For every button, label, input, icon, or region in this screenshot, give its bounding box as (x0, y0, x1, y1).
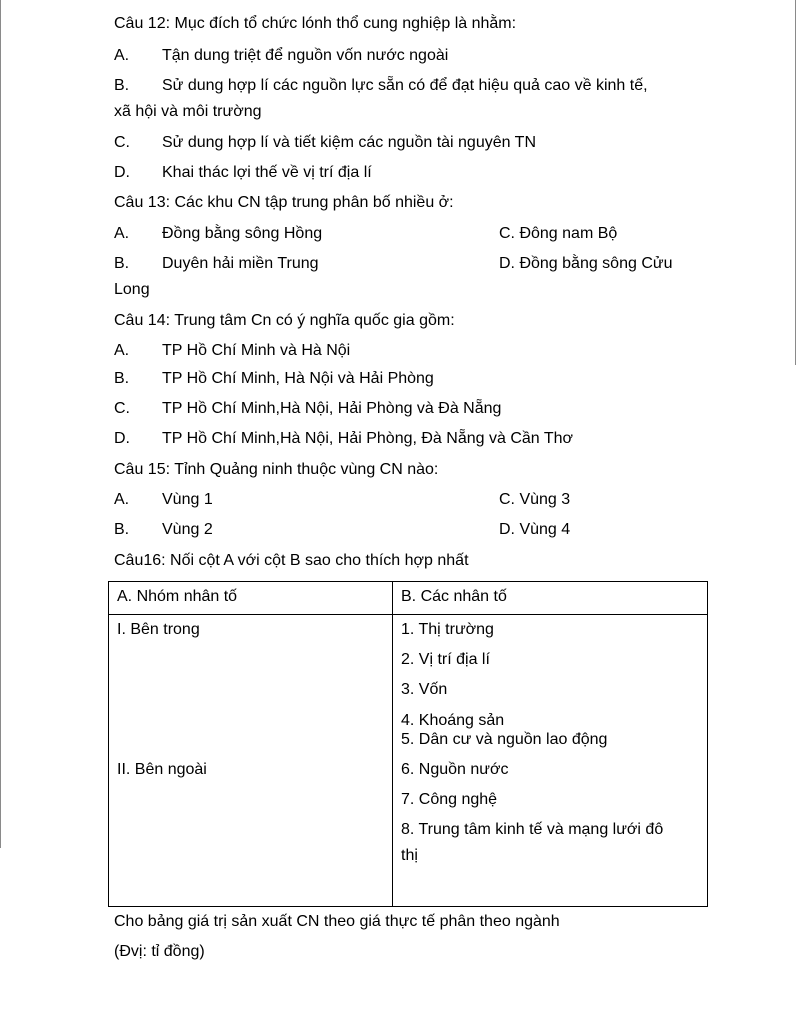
column-a-header: A. Nhóm nhân tố (109, 582, 393, 615)
footer-unit: (Đvị: tỉ đồng) (114, 943, 205, 960)
column-b-cell (393, 615, 708, 907)
option-text: Sử dung hợp lí các nguồn lực sẵn có để đạt hiệu quả cao về kinh tế, (162, 77, 648, 94)
footer-line: Cho bảng giá trị sản xuất CN theo giá thực tế phân theo ngành (114, 913, 560, 930)
q13-option-d: D. Đồng bằng sông Cửu (499, 255, 673, 272)
table-body-row (109, 615, 708, 907)
factor-item: 5. Dân cư và nguồn lao động (401, 731, 608, 748)
option-text: Tận dung triệt để nguồn vốn nước ngoài (162, 47, 449, 64)
factor-item: 4. Khoáng sản (401, 712, 505, 729)
group-internal: I. Bên trong (117, 621, 200, 638)
page-edge-right (795, 0, 796, 365)
option-key: B. (114, 370, 130, 387)
factor-item-continued: thị (401, 847, 418, 864)
option-key: C. (114, 400, 130, 417)
option-key: B. (114, 255, 130, 272)
q13-option-c: C. Đông nam Bộ (499, 225, 618, 242)
factor-item: 7. Công nghệ (401, 791, 498, 808)
option-key: A. (114, 225, 130, 242)
matching-table (108, 581, 708, 907)
option-key: A. (114, 342, 130, 359)
factor-item: 3. Vốn (401, 681, 448, 698)
factor-item: 8. Trung tâm kinh tế và mạng lưới đô (401, 821, 664, 838)
option-key: A. (114, 47, 130, 64)
option-text: TP Hồ Chí Minh và Hà Nội (162, 342, 351, 359)
option-text: Vùng 2 (162, 521, 213, 538)
factor-item: 6. Nguồn nước (401, 761, 509, 778)
option-text: Duyên hải miền Trung (162, 255, 319, 272)
option-text: Sử dung hợp lí và tiết kiệm các nguồn tài nguyên TN (162, 134, 537, 151)
q14-question: Câu 14: Trung tâm Cn có ý nghĩa quốc gia gồm: (114, 312, 455, 329)
q16-question: Câu16: Nối cột A với cột B sao cho thích hợp nhất (114, 552, 469, 569)
factor-item: 2. Vị trí địa lí (401, 651, 490, 668)
option-text: Vùng 1 (162, 491, 213, 508)
option-text: TP Hồ Chí Minh,Hà Nội, Hải Phòng và Đà Nẵng (162, 400, 502, 417)
q15-question: Câu 15: Tỉnh Quảng ninh thuộc vùng CN nào: (114, 461, 439, 478)
option-text: TP Hồ Chí Minh,Hà Nội, Hải Phòng, Đà Nẵng và Cần Thơ (162, 430, 573, 447)
q12-option-b-continued: xã hội và môi trường (114, 103, 262, 120)
q12-question: Câu 12: Mục đích tổ chức lónh thổ cung nghiệp là nhằm: (114, 15, 517, 32)
column-b-header: B. Các nhân tố (393, 582, 708, 615)
option-text: TP Hồ Chí Minh, Hà Nội và Hải Phòng (162, 370, 434, 387)
option-key: D. (114, 164, 130, 181)
option-key: B. (114, 521, 130, 538)
q15-option-d: D. Vùng 4 (499, 521, 571, 538)
option-key: D. (114, 430, 130, 447)
option-key: A. (114, 491, 130, 508)
factor-item: 1. Thị trường (401, 621, 494, 638)
option-text: Đồng bằng sông Hồng (162, 225, 323, 242)
table-header-row (109, 582, 708, 615)
q15-option-c: C. Vùng 3 (499, 491, 571, 508)
page-edge-left (0, 0, 1, 848)
option-key: C. (114, 134, 130, 151)
q13-question: Câu 13: Các khu CN tập trung phân bố nhiều ở: (114, 194, 454, 211)
q13-option-d-continued: Long (114, 281, 150, 298)
column-a-cell (109, 615, 393, 907)
option-text: Khai thác lợi thế về vị trí địa lí (162, 164, 372, 181)
option-key: B. (114, 77, 130, 94)
group-external: II. Bên ngoài (117, 761, 207, 778)
